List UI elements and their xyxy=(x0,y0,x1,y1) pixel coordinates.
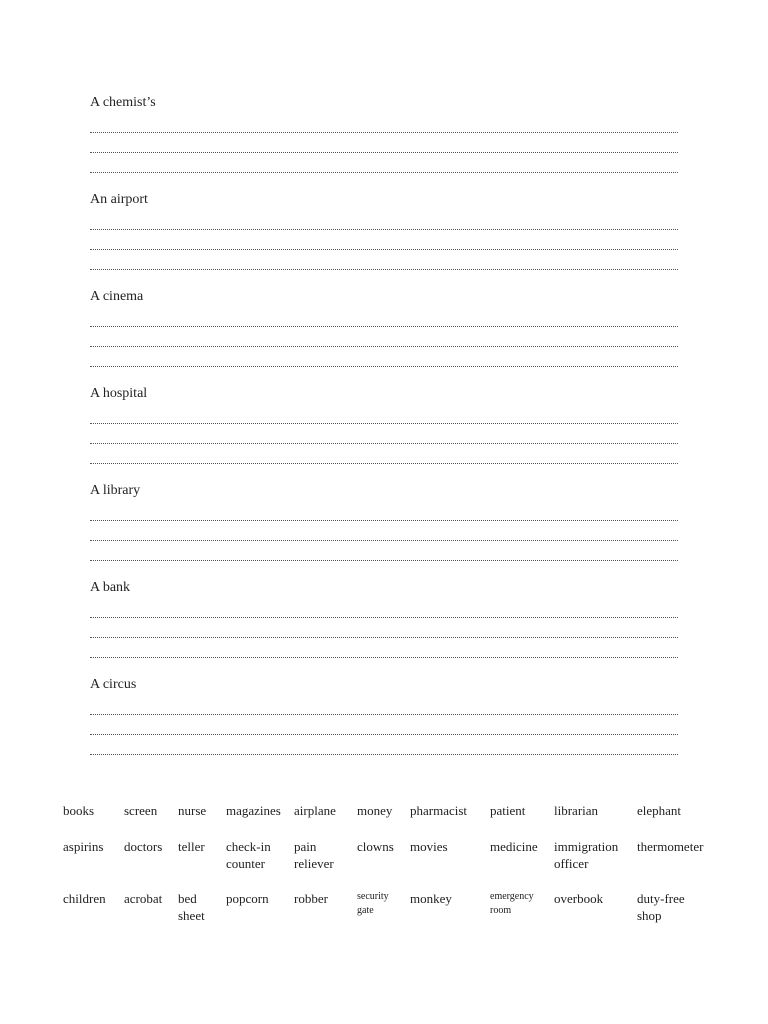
vocabulary-row xyxy=(58,836,714,888)
answer-line[interactable] xyxy=(90,132,678,133)
vocab-word: pharmacist xyxy=(410,803,468,818)
section-cinema xyxy=(90,288,678,385)
vocab-word: books xyxy=(63,803,95,818)
answer-line[interactable] xyxy=(90,249,678,250)
answer-line[interactable] xyxy=(90,346,678,347)
section-chemists xyxy=(90,94,678,191)
vocabulary-row xyxy=(58,800,714,836)
vocab-word: elephant xyxy=(637,803,682,818)
answer-line[interactable] xyxy=(90,560,678,561)
answer-line[interactable] xyxy=(90,326,678,327)
vocab-word: screen xyxy=(124,803,158,818)
answer-line[interactable] xyxy=(90,714,678,715)
section-circus xyxy=(90,676,678,773)
vocab-word: bed sheet xyxy=(178,891,205,923)
vocabulary-row xyxy=(58,888,714,930)
vocab-word: overbook xyxy=(554,891,604,906)
vocab-word: nurse xyxy=(178,803,207,818)
vocabulary-table xyxy=(58,800,714,930)
vocab-word: money xyxy=(357,803,393,818)
section-title: A hospital xyxy=(90,386,148,401)
vocab-word: children xyxy=(63,891,106,906)
answer-line[interactable] xyxy=(90,463,678,464)
vocab-word: movies xyxy=(410,839,448,854)
answer-line[interactable] xyxy=(90,443,678,444)
answer-line[interactable] xyxy=(90,637,678,638)
vocab-word: acrobat xyxy=(124,891,163,906)
answer-line[interactable] xyxy=(90,657,678,658)
vocab-word: security gate xyxy=(357,891,389,916)
writing-sections xyxy=(90,94,678,773)
vocab-word: check-in counter xyxy=(226,839,271,871)
answer-line[interactable] xyxy=(90,734,678,735)
answer-line[interactable] xyxy=(90,269,678,270)
vocab-word: thermometer xyxy=(637,839,704,854)
vocab-word: aspirins xyxy=(63,839,104,854)
section-title: A library xyxy=(90,483,141,498)
vocab-word: medicine xyxy=(490,839,538,854)
vocab-word: librarian xyxy=(554,803,599,818)
answer-line[interactable] xyxy=(90,152,678,153)
vocab-word: magazines xyxy=(226,803,281,818)
vocab-word: monkey xyxy=(410,891,452,906)
section-title: A cinema xyxy=(90,289,144,304)
section-title: A bank xyxy=(90,580,131,595)
vocab-word: clowns xyxy=(357,839,394,854)
vocab-word: airplane xyxy=(294,803,336,818)
answer-line[interactable] xyxy=(90,366,678,367)
section-title: An airport xyxy=(90,192,148,207)
answer-line[interactable] xyxy=(90,229,678,230)
answer-line[interactable] xyxy=(90,172,678,173)
answer-line[interactable] xyxy=(90,520,678,521)
vocab-word: emergency room xyxy=(490,891,534,916)
vocab-word: duty-free shop xyxy=(637,891,685,923)
vocab-word: doctors xyxy=(124,839,163,854)
section-hospital xyxy=(90,385,678,482)
vocab-word: robber xyxy=(294,891,328,906)
section-library xyxy=(90,482,678,579)
section-title: A circus xyxy=(90,677,137,692)
vocab-word: pain reliever xyxy=(294,839,334,871)
answer-line[interactable] xyxy=(90,617,678,618)
section-bank xyxy=(90,579,678,676)
vocab-word: teller xyxy=(178,839,205,854)
answer-line[interactable] xyxy=(90,423,678,424)
answer-line[interactable] xyxy=(90,540,678,541)
section-title: A chemist’s xyxy=(90,95,156,110)
answer-line[interactable] xyxy=(90,754,678,755)
section-airport xyxy=(90,191,678,288)
vocab-word: popcorn xyxy=(226,891,269,906)
vocab-word: patient xyxy=(490,803,526,818)
vocab-word: immigration officer xyxy=(554,839,619,871)
